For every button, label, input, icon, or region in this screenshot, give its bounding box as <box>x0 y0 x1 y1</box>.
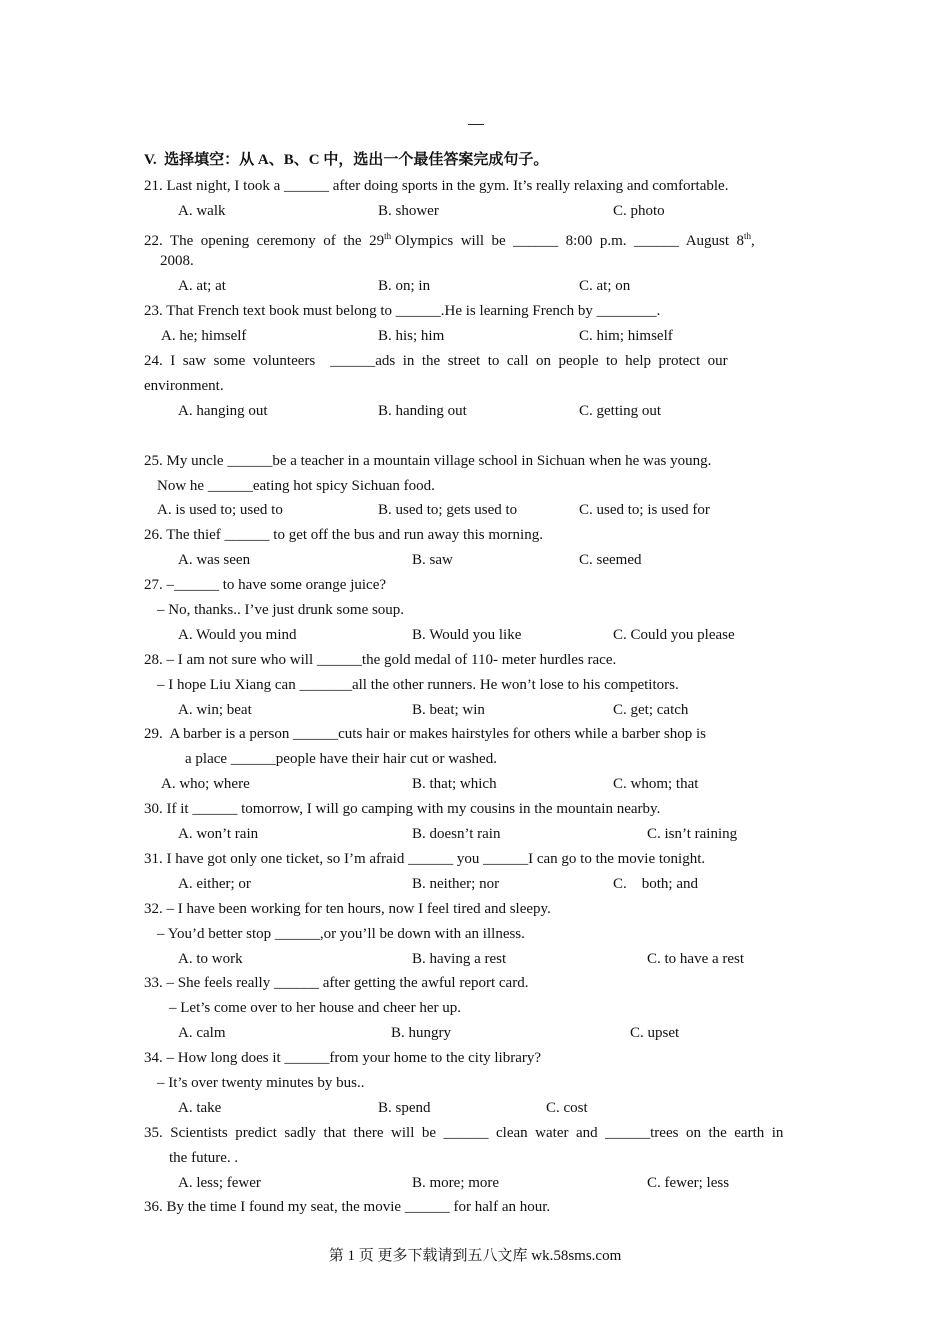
question-21-option-c: C. photo <box>613 203 665 219</box>
question-28-option-a: A. win; beat <box>178 702 252 718</box>
question-30-option-c: C. isn’t raining <box>647 826 738 842</box>
question-22-option-b: B. on; in <box>378 278 431 294</box>
question-25-continuation: Now he ______eating hot spicy Sichuan food. <box>157 478 435 494</box>
question-29-option-a: A. who; where <box>161 776 250 792</box>
question-22-superscript-2: th <box>744 231 752 241</box>
question-22-stem-part3: , <box>751 233 755 249</box>
question-34-continuation: – It’s over twenty minutes by bus.. <box>157 1075 365 1091</box>
question-30-stem: 30. If it ______ tomorrow, I will go camping with my cousins in the mountain nearby. <box>144 801 661 817</box>
question-21-stem: 21. Last night, I took a ______ after doing sports in the gym. It’s really relaxing and comfortable. <box>144 178 729 194</box>
question-35-option-b: B. more; more <box>412 1175 500 1191</box>
question-24-stem: 24. I saw some volunteers ______ads in the street to call on people to help protect our <box>144 353 728 369</box>
question-34-option-b: B. spend <box>378 1100 431 1116</box>
question-33-option-a: A. calm <box>178 1025 226 1041</box>
question-22-option-a: A. at; at <box>178 278 226 294</box>
question-32-option-b: B. having a rest <box>412 951 507 967</box>
question-22-stem-part1: 22. The opening ceremony of the 29 <box>144 233 385 249</box>
question-29-option-c: C. whom; that <box>613 776 699 792</box>
question-23-option-b: B. his; him <box>378 328 445 344</box>
question-26-option-c: C. seemed <box>579 552 642 568</box>
question-27-option-c: C. Could you please <box>613 627 735 643</box>
question-34-option-a: A. take <box>178 1100 222 1116</box>
question-26-option-a: A. was seen <box>178 552 251 568</box>
question-25-option-c: C. used to; is used for <box>579 502 710 518</box>
question-25-option-b: B. used to; gets used to <box>378 502 518 518</box>
question-33-continuation: – Let’s come over to her house and cheer her up. <box>169 1000 461 1016</box>
question-28-continuation: – I hope Liu Xiang can _______all the other runners. He won’t lose to his competitors. <box>157 677 679 693</box>
question-21-option-b: B. shower <box>378 203 439 219</box>
question-25-stem: 25. My uncle ______be a teacher in a mountain village school in Sichuan when he was young. <box>144 453 712 469</box>
question-23-stem: 23. That French text book must belong to ______.He is learning French by ________. <box>144 303 661 319</box>
question-33-option-b: B. hungry <box>391 1025 451 1041</box>
question-22-superscript-1: th <box>384 231 392 241</box>
question-27-option-a: A. Would you mind <box>178 627 297 643</box>
question-33-stem: 33. – She feels really ______ after getting the awful report card. <box>144 975 529 991</box>
question-28-option-c: C. get; catch <box>613 702 689 718</box>
question-31-option-c: C. both; and <box>613 876 698 892</box>
question-31-option-a: A. either; or <box>178 876 251 892</box>
question-22-stem-part2: Olympics will be ______ 8:00 p.m. ______ August 8 <box>391 233 745 249</box>
question-32-option-a: A. to work <box>178 951 243 967</box>
question-21-option-a: A. walk <box>178 203 226 219</box>
question-24-continuation: environment. <box>144 378 224 394</box>
question-22-continuation: 2008. <box>160 253 194 269</box>
question-22-stem <box>144 226 755 249</box>
question-32-continuation: – You’d better stop ______,or you’ll be down with an illness. <box>157 926 525 942</box>
question-29-stem: 29. A barber is a person ______cuts hair or makes hairstyles for others while a barber shop is <box>144 726 706 742</box>
question-27-option-b: B. Would you like <box>412 627 522 643</box>
question-32-option-c: C. to have a rest <box>647 951 745 967</box>
question-29-continuation: a place ______people have their hair cut or washed. <box>185 751 497 767</box>
question-26-option-b: B. saw <box>412 552 453 568</box>
question-27-stem: 27. –______ to have some orange juice? <box>144 577 387 593</box>
question-30-option-b: B. doesn’t rain <box>412 826 501 842</box>
question-25-option-a: A. is used to; used to <box>157 502 283 518</box>
section-title: V. 选择填空：从 A、B、C 中，选出一个最佳答案完成句子。 <box>144 152 549 168</box>
question-24-option-c: C. getting out <box>579 403 662 419</box>
question-35-option-a: A. less; fewer <box>178 1175 261 1191</box>
question-31-stem: 31. I have got only one ticket, so I’m afraid ______ you ______I can go to the movie tonight. <box>144 851 706 867</box>
question-28-option-b: B. beat; win <box>412 702 485 718</box>
question-35-continuation: the future. . <box>169 1150 239 1166</box>
question-24-option-b: B. handing out <box>378 403 467 419</box>
question-29-option-b: B. that; which <box>412 776 497 792</box>
top-dash-mark <box>468 124 484 125</box>
question-22-option-c: C. at; on <box>579 278 631 294</box>
question-26-stem: 26. The thief ______ to get off the bus and run away this morning. <box>144 527 543 543</box>
question-24-option-a: A. hanging out <box>178 403 268 419</box>
question-35-option-c: C. fewer; less <box>647 1175 730 1191</box>
question-30-option-a: A. won’t rain <box>178 826 259 842</box>
question-31-option-b: B. neither; nor <box>412 876 500 892</box>
question-28-stem: 28. – I am not sure who will ______the gold medal of 110- meter hurdles race. <box>144 652 617 668</box>
question-27-continuation: – No, thanks.. I’ve just drunk some soup. <box>157 602 405 618</box>
question-34-option-c: C. cost <box>546 1100 588 1116</box>
question-36-stem: 36. By the time I found my seat, the movie ______ for half an hour. <box>144 1199 551 1215</box>
question-33-option-c: C. upset <box>630 1025 680 1041</box>
question-32-stem: 32. – I have been working for ten hours, now I feel tired and sleepy. <box>144 901 551 917</box>
question-34-stem: 34. – How long does it ______from your home to the city library? <box>144 1050 542 1066</box>
page-footer: 第 1 页 更多下载请到五八文库 wk.58sms.com <box>328 1248 622 1264</box>
question-35-stem: 35. Scientists predict sadly that there will be ______ clean water and ______trees on the earth in <box>144 1125 784 1141</box>
question-23-option-a: A. he; himself <box>161 328 247 344</box>
question-23-option-c: C. him; himself <box>579 328 673 344</box>
